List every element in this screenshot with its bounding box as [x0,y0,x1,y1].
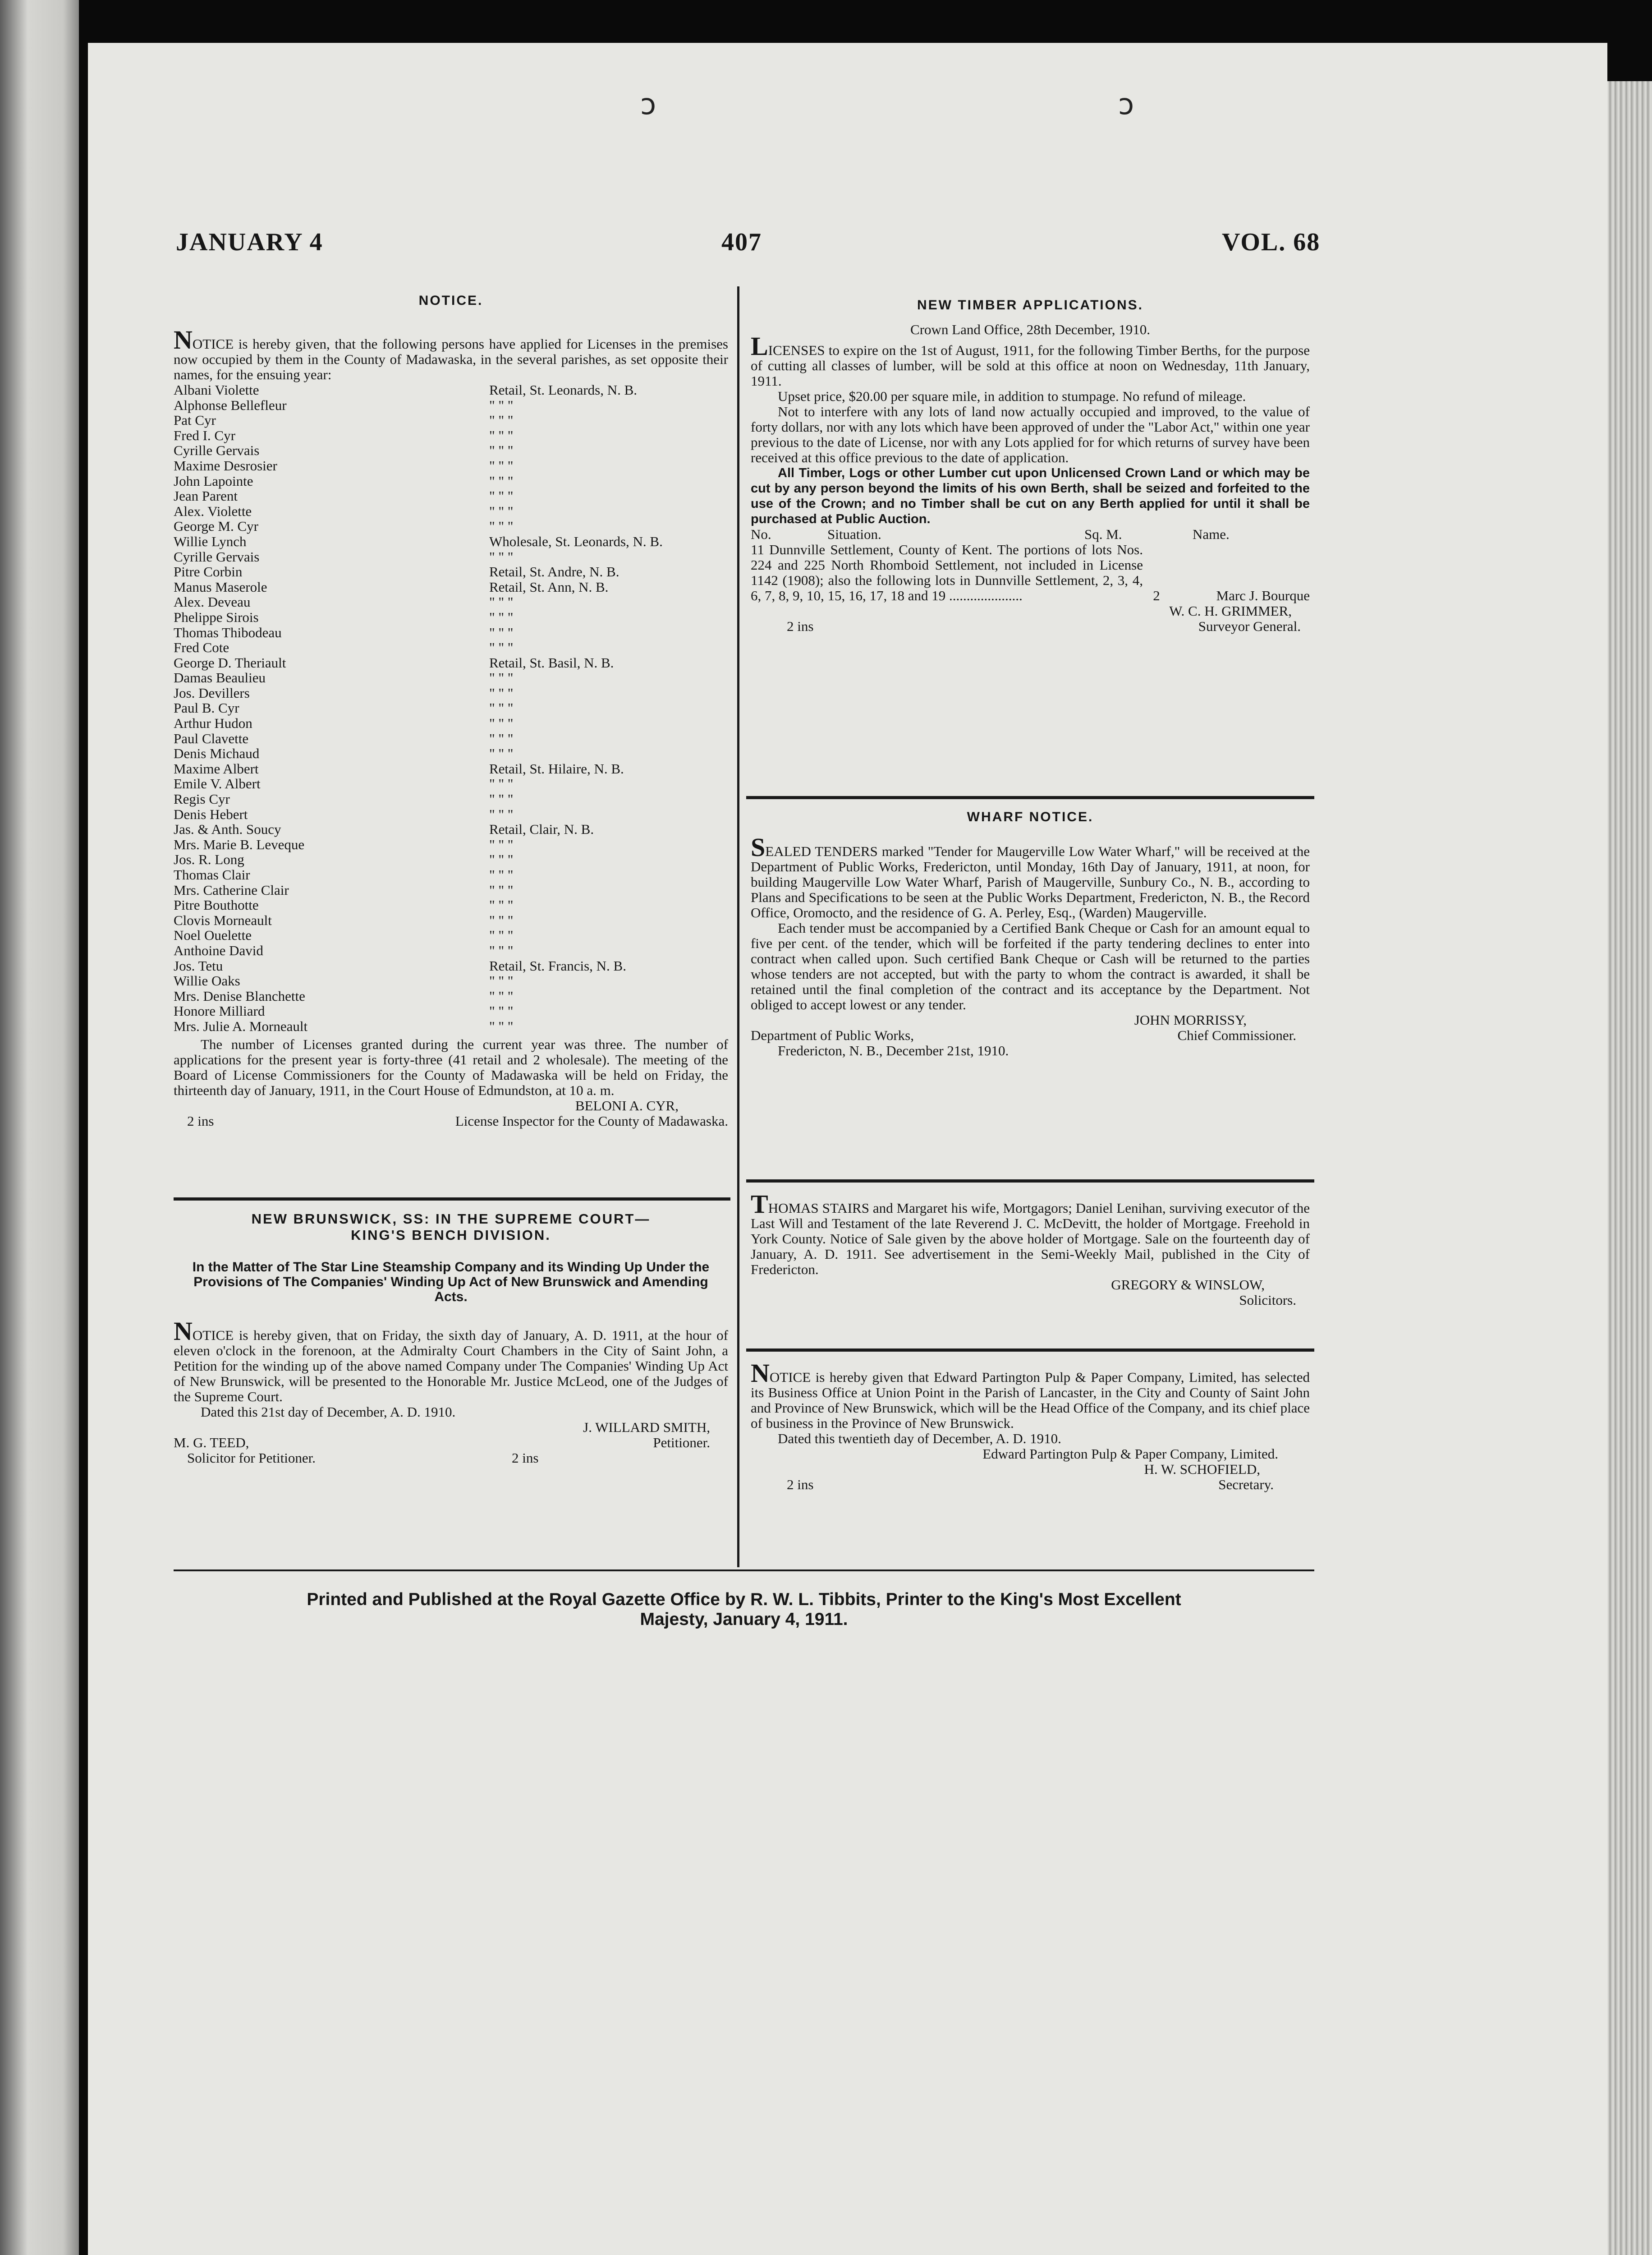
mortgage-signatory-title: Solicitors. [1239,1292,1296,1308]
business-dated: Dated this twentieth day of December, A. D. 1910. [778,1431,1061,1446]
left-page-edge [0,0,79,2255]
business-notice [751,1358,1310,1492]
gazette-page [88,43,1607,2255]
applicant-name: Fred Cote [174,640,229,656]
drop-cap: N [174,1316,193,1346]
applicant-row [174,580,728,595]
drop-cap: N [751,1358,770,1388]
petitioner-title: Petitioner. [653,1435,710,1450]
wharf-signatory: JOHN MORRISSY, [1134,1012,1247,1028]
applicant-row [174,670,728,686]
timber-body1-text: ICENSES to expire on the 1st of August, 1911, for the following Timber Berths, for the purpose of cutting all classes of lumber, will be sold at this office at noon on Wednesday, 11th January, 1911. [751,342,1310,389]
applicant-name: Alphonse Bellefleur [174,397,287,413]
applicant-name: Cyrille Gervais [174,442,260,459]
applicant-row [174,913,728,928]
business-signatory-title: Secretary. [1218,1477,1274,1492]
applicant-row [174,776,728,792]
applicant-name: Cyrille Gervais [174,548,260,565]
mortgage-body-text: HOMAS STAIRS and Margaret his wife, Mortgagors; Daniel Lenihan, surviving executor of the Last Will and Testament of the late Reverend J. C. McDevitt, the holder of Mortgage. Freehold in York County. Notice of Sale given by the above holder of Mortgage. Sale on the fourteenth day of January, A. D. 1911. See advertisement in the Semi-Weekly Mail, published in the City of Fredericton. [751,1200,1310,1277]
binding-hole-icon: ↄ [1118,88,1134,121]
applicant-row [174,1003,728,1019]
court-subtitle: In the Matter of The Star Line Steamship Company and its Winding Up Under the Provisions of The Companies' Winding Up Act of New Brunswick and Amending Acts. [192,1260,710,1304]
wharf-title: WHARF NOTICE. [967,810,1094,824]
licence-type: " " " [489,473,514,489]
footer-rule [174,1569,1314,1571]
wharf-signatory-title: Chief Commissioner. [1177,1027,1296,1043]
licence-type: " " " [489,942,514,958]
licence-type: " " " [489,609,514,625]
licence-type: " " " [489,503,514,519]
timber-signatory: W. C. H. GRIMMER, [1169,603,1292,619]
notice-intro [174,325,728,382]
applicant-name: Alex. Deveau [174,594,251,610]
licence-type: Wholesale, St. Leonards, N. B. [489,533,663,549]
applicant-name: Alex. Violette [174,503,252,519]
applicant-row [174,822,728,837]
licence-type: Retail, St. Basil, N. B. [489,654,614,671]
solicitor-name: M. G. TEED, [174,1435,249,1450]
binding-hole-icon: ↄ [640,88,656,121]
timber-body1 [751,331,1310,389]
applicant-row [174,761,728,777]
applicant-row [174,413,728,428]
wharf-body2: Each tender must be accompanied by a Certified Bank Cheque or Cash for an amount equal to five per cent. of the tender, which will be forfeited if the party tendering declines to enter into contract when called upon. Such certified Bank Cheque or Cash will be returned to the parties whose tenders are not accepted, but with the party to whom the contract is awarded, it shall be retained until the final completion of the contract and its acceptance by the Department. Not obliged to accept lowest or any tender. [751,920,1310,1012]
applicant-row [174,474,728,489]
licence-type: " " " [489,548,514,565]
applicant-name: Clovis Morneault [174,912,272,928]
entry-name: Marc J. Bourque [1216,588,1310,603]
applicant-row [174,746,728,761]
wharf-department: Department of Public Works, [751,1027,914,1043]
applicant-name: Pat Cyr [174,412,216,428]
applicant-row [174,731,728,746]
licence-type: " " " [489,882,514,898]
applicant-name: Jos. Devillers [174,685,250,701]
court-signature-line [174,1435,728,1450]
applicant-name: Albani Violette [174,382,259,398]
licence-type: Retail, St. Andre, N. B. [489,564,620,580]
notice-signatory: BELONI A. CYR, [575,1097,679,1114]
applicant-name: George D. Theriault [174,654,286,671]
drop-cap: L [751,331,768,361]
applicant-row [174,382,728,398]
entry-sqm: 2 [1153,588,1160,603]
insertion-count: 2 ins [787,618,814,634]
business-signature-line [751,1477,1310,1492]
applicant-row [174,610,728,625]
licence-type: " " " [489,442,514,459]
header-date: JANUARY 4 [176,228,323,256]
licence-type: " " " [489,836,514,852]
applicant-row [174,928,728,943]
applicant-name: Willie Lynch [174,533,247,549]
licence-type: " " " [489,897,514,913]
applicant-name: Honore Milliard [174,1003,265,1019]
applicant-name: Maxime Desrosier [174,457,277,474]
mortgage-body [751,1189,1310,1277]
imprint-line2: Majesty, January 4, 1911. [640,1610,848,1629]
applicant-row [174,564,728,580]
insertion-count: 2 ins [187,1113,214,1129]
applicant-name: Mrs. Julie A. Morneault [174,1018,308,1034]
applicant-row [174,549,728,565]
solicitor-title: Solicitor for Petitioner. [187,1450,316,1466]
applicant-row [174,458,728,474]
applicant-name: Fred I. Cyr [174,427,235,443]
insertion-count: 2 ins [787,1477,814,1492]
notice-title: NOTICE. [418,293,483,308]
applicant-row [174,428,728,443]
applicant-row [174,700,728,716]
applicant-row [174,792,728,807]
business-body-text: OTICE is hereby given that Edward Partington Pulp & Paper Company, Limited, has selected its Business Office at Union Point in the Parish of Lancaster, in the City and County of Saint John and Province of New Brunswick, which will be the Head Office of the Company, and its chief place of business in the Province of New Brunswick. [751,1369,1310,1431]
applicant-row [174,883,728,898]
timber-title: NEW TIMBER APPLICATIONS. [917,298,1143,313]
business-signatory: H. W. SCHOFIELD, [1144,1461,1260,1477]
licence-type: " " " [489,927,514,943]
signatory-title: License Inspector for the County of Madawaska. [455,1113,728,1129]
court-notice [174,1211,728,1466]
licence-notice [174,293,728,1129]
applicant-name: John Lapointe [174,473,253,489]
licence-type: " " " [489,685,514,701]
notice-signature-line [174,1114,728,1129]
licence-type: " " " [489,624,514,640]
applicant-name: Mrs. Marie B. Leveque [174,836,305,852]
section-rule [174,1197,730,1201]
timber-notice [751,298,1310,634]
applicant-name: Jas. & Anth. Soucy [174,821,281,838]
applicant-name: Manus Maserole [174,579,267,595]
applicant-row [174,443,728,458]
applicant-name: Denis Hebert [174,806,248,822]
applicant-row [174,640,728,655]
mortgage-notice [751,1189,1310,1308]
licence-type: " " " [489,867,514,883]
timber-table-header [751,527,1310,542]
licence-type: " " " [489,1003,514,1019]
applicant-name: Paul Clavette [174,730,249,746]
intro-text: OTICE is hereby given, that the following persons have applied for Licenses in the premises now occupied by them in the County of Madawaska, in the several parishes, as set opposite their names, for the ensuing year: [174,336,728,382]
entry-situation: 11 Dunnville Settlement, County of Kent. The portions of lots Nos. 224 and 225 North Rhomboid Settlement, not included in License 1142 (1908); also the following lots in Dunnville Settlement, 2, 3, 4, 6, 7, 8, 9, 10, 15, 16, 17, 18 and 19 ..................... [751,542,1143,603]
applicant-name: Mrs. Denise Blanchette [174,988,305,1004]
applicant-name: Mrs. Catherine Clair [174,882,289,898]
applicant-row [174,897,728,913]
licence-type: " " " [489,594,514,610]
applicant-name: Thomas Clair [174,867,250,883]
applicant-name: George M. Cyr [174,518,258,534]
business-body [751,1358,1310,1431]
insertion-count: 2 ins [512,1450,539,1466]
licence-type: " " " [489,973,514,989]
licence-type: " " " [489,1018,514,1034]
drop-cap: T [751,1189,768,1219]
applicant-name: Paul B. Cyr [174,700,239,716]
section-rule [746,1179,1314,1183]
col-situation: Situation. [827,526,881,542]
licence-type: " " " [489,412,514,428]
timber-body4: All Timber, Logs or other Lumber cut upon Unlicensed Crown Land or which may be cut by any person beyond the limits of his own Berth, shall be seized and forfeited to the use of the Crown; and no Timber shall be cut on any Berth applied for until it shall be purchased at Public Auction. [751,466,1310,526]
applicant-list [174,382,728,1034]
col-sqm: Sq. M. [1084,526,1122,542]
timber-entry [751,542,1310,603]
col-name: Name. [1193,526,1230,542]
licence-type: Retail, St. Francis, N. B. [489,957,626,974]
applicant-row [174,1019,728,1034]
applicant-name: Regis Cyr [174,791,230,807]
applicant-row [174,867,728,883]
licence-type: Retail, St. Hilaire, N. B. [489,760,624,777]
applicant-name: Denis Michaud [174,746,260,762]
applicant-row [174,625,728,640]
licence-type: " " " [489,806,514,822]
wharf-notice [751,810,1310,1058]
licence-type: " " " [489,427,514,443]
applicant-row [174,837,728,852]
timber-office-line: Crown Land Office, 28th December, 1910. [910,322,1150,337]
applicant-name: Thomas Thibodeau [174,624,282,640]
imprint-footer [165,1590,1323,1629]
applicant-row [174,973,728,989]
court-solicitor-line [174,1450,728,1466]
timber-body2: Upset price, $20.00 per square mile, in addition to stumpage. No refund of mileage. [778,388,1246,404]
applicant-name: Arthur Hudon [174,715,252,732]
applicant-row [174,958,728,974]
column-divider [737,286,739,1567]
licence-type: Retail, St. Leonards, N. B. [489,382,638,398]
col-no: No. [751,526,771,542]
drop-cap: S [751,833,766,862]
applicant-name: Pitre Bouthotte [174,897,259,913]
applicant-row [174,398,728,413]
imprint-line1: Printed and Published at the Royal Gazette Office by R. W. L. Tibbits, Printer to the King's Most Excellent [307,1590,1181,1609]
licence-type: " " " [489,397,514,413]
licence-type: Retail, Clair, N. B. [489,821,594,838]
applicant-name: Phelippe Sirois [174,609,259,625]
licence-type: " " " [489,700,514,716]
applicant-name: Emile V. Albert [174,776,261,792]
applicant-row [174,852,728,867]
timber-body3: Not to interfere with any lots of land now actually occupied and improved, to the value of forty dollars, nor with any lots which have been approved of under the "Labor Act," within one year previous to the date of License, nor with any Lots applied for for which returns of survey have been received at this office previous to the date of application. [751,404,1310,465]
applicant-row [174,519,728,534]
applicant-row [174,655,728,671]
applicant-row [174,943,728,958]
applicant-row [174,989,728,1004]
court-title-line2: KING'S BENCH DIVISION. [351,1227,551,1243]
licence-type: " " " [489,457,514,474]
licence-type: " " " [489,640,514,656]
court-body-text: OTICE is hereby given, that on Friday, the sixth day of January, A. D. 1911, at the hour of eleven o'clock in the forenoon, at the Admiralty Court Chambers in the City of Saint John, a Petition for the winding up of the above named Company under The Companies' Winding Up Act of New Brunswick, will be presented to the Honorable Mr. Justice McLeod, one of the Judges of the Supreme Court. [174,1327,728,1404]
licence-type: " " " [489,851,514,868]
applicant-row [174,594,728,610]
applicant-row [174,488,728,504]
right-page-stack [1605,81,1652,2255]
section-rule [746,1348,1314,1352]
applicant-row [174,686,728,701]
mortgage-signatory: GREGORY & WINSLOW, [1111,1277,1265,1293]
applicant-name: Willie Oaks [174,973,240,989]
applicant-row [174,504,728,519]
page-number: 407 [721,228,762,256]
applicant-name: Jos. Tetu [174,957,223,974]
timber-signatory-title: Surveyor General. [1198,618,1301,634]
petitioner-name: J. WILLARD SMITH, [583,1419,710,1435]
timber-signature-line [751,619,1310,634]
wharf-signature-line [751,1028,1310,1043]
court-dated: Dated this 21st day of December, A. D. 1910. [201,1404,456,1420]
licence-type: Retail, St. Ann, N. B. [489,579,609,595]
wharf-body1 [751,833,1310,920]
licence-type: " " " [489,988,514,1004]
licence-type: " " " [489,715,514,732]
licence-type: " " " [489,791,514,807]
wharf-body1-text: EALED TENDERS marked "Tender for Maugerville Low Water Wharf," will be received at the Department of Public Works, Fredericton, until Monday, 16th Day of January, 1911, at noon, for building Maugerville Low Water Wharf, Parish of Maugerville, Sunbury Co., N. B., according to Plans and Specifications to be seen at the Public Works Department, Fredericton, N. B., the Record Office, Oromocto, and the residence of G. A. Perley, Esq., (Warden) Maugerville. [751,843,1310,920]
licence-type: " " " [489,670,514,686]
applicant-name: Pitre Corbin [174,564,243,580]
notice-closing: The number of Licenses granted during the current year was three. The number of applications for the present year is forty-three (41 retail and 2 wholesale). The meeting of the Board of License Commissioners for the County of Madawaska will be held on Friday, the thirteenth day of January, 1911, in the Court House of Edmundston, at 10 a. m. [174,1036,728,1098]
licence-type: " " " [489,746,514,762]
drop-cap: N [174,325,193,354]
volume-number: VOL. 68 [1222,228,1321,256]
applicant-name: Jean Parent [174,488,238,504]
wharf-place-date: Fredericton, N. B., December 21st, 1910. [778,1043,1009,1058]
applicant-name: Noel Ouelette [174,927,252,943]
court-body [174,1316,728,1404]
licence-type: " " " [489,776,514,792]
licence-type: " " " [489,912,514,928]
applicant-row [174,534,728,549]
applicant-name: Anthoine David [174,942,263,958]
court-title-line1: NEW BRUNSWICK, SS: IN THE SUPREME COURT— [251,1211,651,1227]
applicant-row [174,807,728,822]
business-company: Edward Partington Pulp & Paper Company, Limited. [982,1446,1278,1462]
licence-type: " " " [489,730,514,746]
applicant-name: Maxime Albert [174,760,259,777]
licence-type: " " " [489,518,514,534]
applicant-row [174,716,728,731]
applicant-name: Jos. R. Long [174,851,244,868]
licence-type: " " " [489,488,514,504]
applicant-name: Damas Beaulieu [174,670,266,686]
section-rule [746,796,1314,799]
